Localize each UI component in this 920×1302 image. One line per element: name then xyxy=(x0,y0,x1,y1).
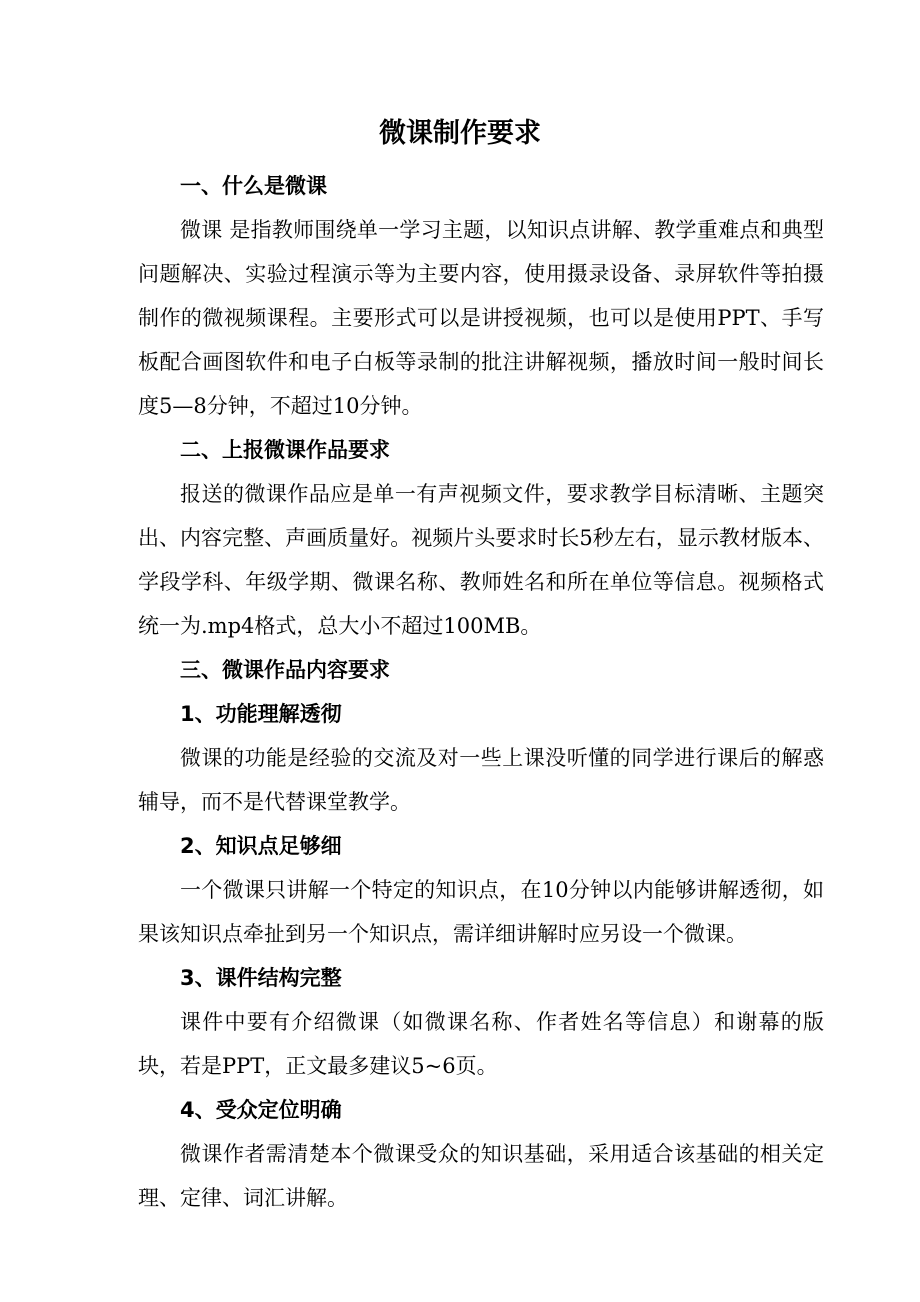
item-heading-function: 1、功能理解透彻 xyxy=(180,702,342,726)
section-paragraph-submission-requirements: 报送的微课作品应是单一有声视频文件，要求教学目标清晰、主题突出、内容完整、声画质量好。视频片头要求时长5秒左右，显示教材版本、学段学科、年级学期、微课名称、教师姓名和所在单位等信息。视频格式统一为.mp4格式，总大小不超过100MB。 xyxy=(138,482,824,638)
document-title: 微课制作要求 xyxy=(379,118,541,149)
section-heading-content-requirements: 三、微课作品内容要求 xyxy=(180,658,390,682)
document-body xyxy=(138,164,824,1220)
item-heading-knowledge-point: 2、知识点足够细 xyxy=(180,834,342,858)
item-paragraph-courseware-structure: 课件中要有介绍微课（如微课名称、作者姓名等信息）和谢幕的版块，若是PPT，正文最多建议5~6页。 xyxy=(138,1010,824,1078)
item-heading-audience: 4、受众定位明确 xyxy=(180,1098,342,1122)
item-paragraph-knowledge-point: 一个微课只讲解一个特定的知识点，在10分钟以内能够讲解透彻，如果该知识点牵扯到另一个知识点，需详细讲解时应另设一个微课。 xyxy=(138,878,824,946)
item-paragraph-function: 微课的功能是经验的交流及对一些上课没听懂的同学进行课后的解惑辅导，而不是代替课堂教学。 xyxy=(138,746,824,814)
section-heading-submission-requirements: 二、上报微课作品要求 xyxy=(180,438,390,462)
item-heading-courseware-structure: 3、课件结构完整 xyxy=(180,966,342,990)
item-paragraph-audience: 微课作者需清楚本个微课受众的知识基础，采用适合该基础的相关定理、定律、词汇讲解。 xyxy=(138,1142,824,1210)
section-heading-what-is-microlesson: 一、什么是微课 xyxy=(180,174,327,198)
section-paragraph-what-is-microlesson: 微课 是指教师围绕单一学习主题，以知识点讲解、教学重难点和典型问题解决、实验过程演示等为主要内容，使用摄录设备、录屏软件等拍摄制作的微视频课程。主要形式可以是讲授视频，也可以是使用PPT、手写板配合画图软件和电子白板等录制的批注讲解视频，播放时间一般时间长度5—8分钟，不超过10分钟。 xyxy=(138,218,824,418)
